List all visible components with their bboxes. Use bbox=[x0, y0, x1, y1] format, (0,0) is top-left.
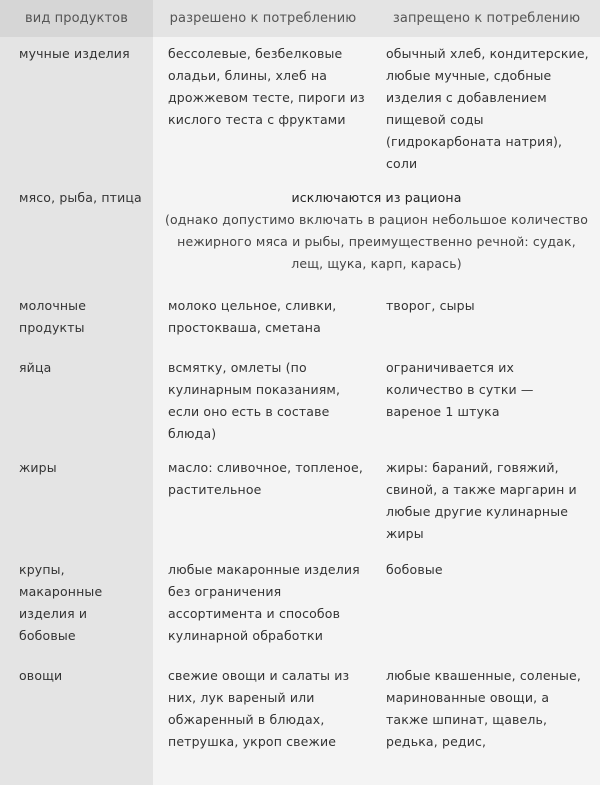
category-cell: овощи bbox=[0, 659, 153, 785]
allowed-cell: любые макаронные изделия без ограничения ассортимента и способов кулинарной обработки bbox=[153, 553, 373, 659]
header-product-type: вид продуктов bbox=[0, 0, 153, 37]
table-row bbox=[0, 659, 600, 785]
header-row bbox=[0, 0, 600, 37]
table-row bbox=[0, 553, 600, 659]
forbidden-cell: жиры: бараний, говяжий, свиной, а также маргарин и любые другие кулинарные жиры bbox=[373, 451, 600, 553]
forbidden-cell: бобовые bbox=[373, 553, 600, 659]
category-cell: мучные изделия bbox=[0, 37, 153, 181]
table-row bbox=[0, 451, 600, 553]
category-cell: крупы, макаронные изделия и бобовые bbox=[0, 553, 153, 659]
table-row bbox=[0, 181, 600, 289]
allowed-cell: масло: сливочное, топленое, растительное bbox=[153, 451, 373, 553]
forbidden-cell: обычный хлеб, кондитерские, любые мучные, сдобные изделия с добавлением пищевой соды (гидрокарбоната натрия), соли bbox=[373, 37, 600, 181]
forbidden-cell: ограничивается их количество в сутки — вареное 1 штука bbox=[373, 351, 600, 451]
category-cell: жиры bbox=[0, 451, 153, 553]
header-allowed: разрешено к потреблению bbox=[153, 0, 373, 37]
category-cell: молочные продукты bbox=[0, 289, 153, 351]
header-forbidden: запрещено к потреблению bbox=[373, 0, 600, 37]
table-row bbox=[0, 289, 600, 351]
merged-note: (однако допустимо включать в рацион небольшое количество нежирного мяса и рыбы, преимущественно речной: судак, лещ, щука, карп, карась) bbox=[164, 212, 589, 271]
merged-cell bbox=[153, 181, 600, 289]
allowed-cell: бессолевые, безбелковые оладьи, блины, хлеб на дрожжевом тесте, пироги из кислого теста с фруктами bbox=[153, 37, 373, 181]
forbidden-cell: творог, сыры bbox=[373, 289, 600, 351]
table-row bbox=[0, 351, 600, 451]
forbidden-cell: любые квашенные, соленые, маринованные овощи, а также шпинат, щавель, редька, редис, bbox=[373, 659, 600, 785]
table-row bbox=[0, 37, 600, 181]
category-cell: яйца bbox=[0, 351, 153, 451]
merged-heading: исключаются из рациона bbox=[291, 190, 462, 205]
allowed-cell: свежие овощи и салаты из них, лук вареный или обжаренный в блюдах, петрушка, укроп свежие bbox=[153, 659, 373, 785]
allowed-cell: всмятку, омлеты (по кулинарным показаниям, если оно есть в составе блюда) bbox=[153, 351, 373, 451]
category-cell: мясо, рыба, птица bbox=[0, 181, 153, 289]
allowed-cell: молоко цельное, сливки, простокваша, сметана bbox=[153, 289, 373, 351]
